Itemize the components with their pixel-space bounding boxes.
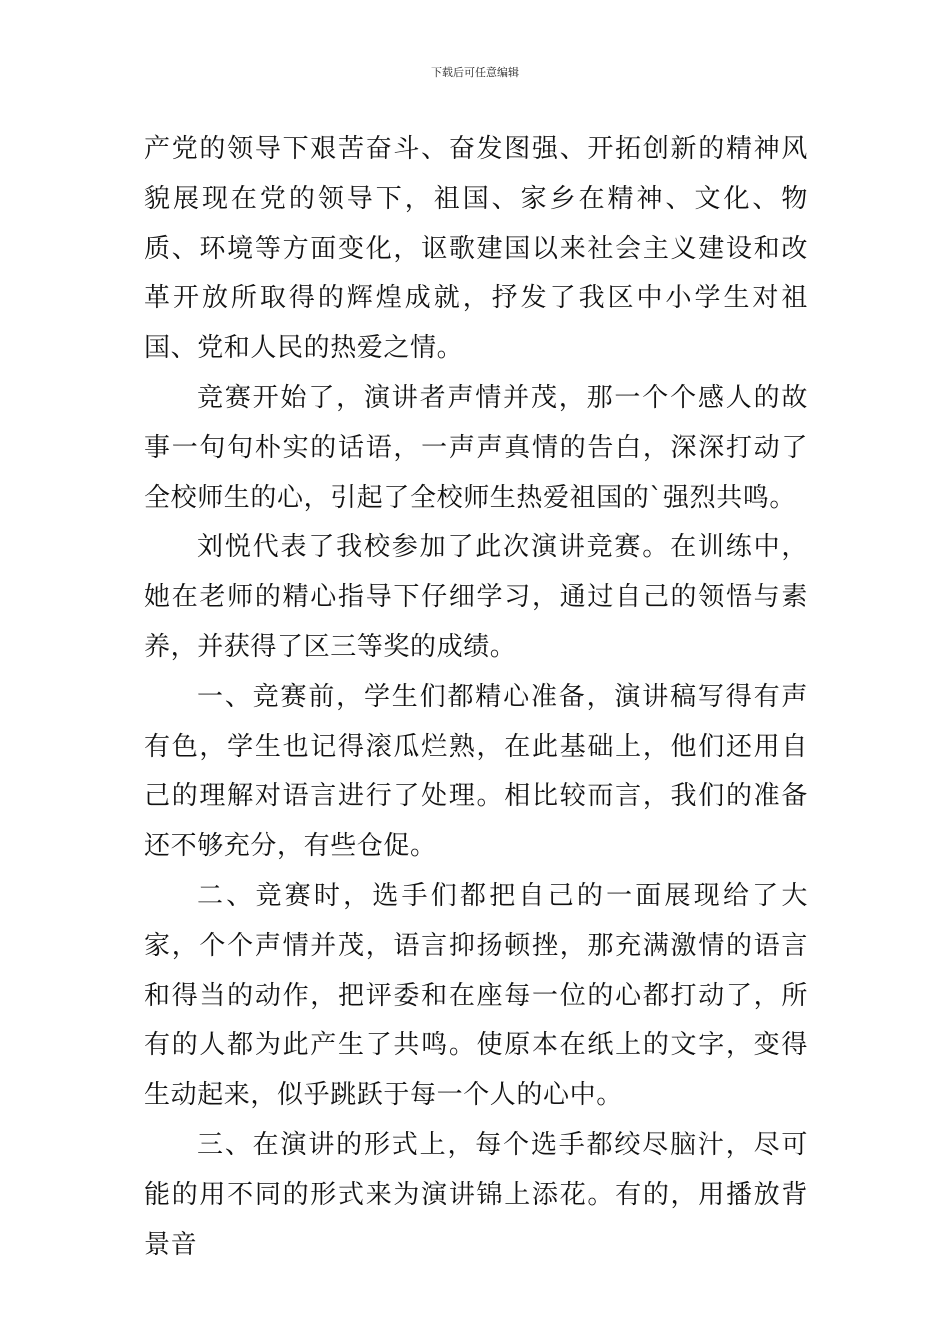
document-body — [144, 125, 808, 1270]
paragraph-5: 二、竞赛时，选手们都把自己的一面展现给了大家，个个声情并茂，语言抑扬顿挫，那充满激情的语言和得当的动作，把评委和在座每一位的心都打动了，所有的人都为此产生了共鸣。使原本在纸上的文字，变得生动起来，似乎跳跃于每一个人的心中。 — [144, 880, 808, 1111]
paragraph-4: 一、竞赛前，学生们都精心准备，演讲稿写得有声有色，学生也记得滚瓜烂熟，在此基础上，他们还用自己的理解对语言进行了处理。相比较而言，我们的准备还不够充分，有些仓促。 — [144, 681, 808, 862]
paragraph-1: 产党的领导下艰苦奋斗、奋发图强、开拓创新的精神风貌展现在党的领导下，祖国、家乡在精神、文化、物质、环境等方面变化，讴歌建国以来社会主义建设和改革开放所取得的辉煌成就，抒发了我区中小学生对祖国、党和人民的热爱之情。 — [144, 134, 808, 364]
page-header-note: 下载后可任意编辑 — [431, 66, 519, 79]
paragraph-2: 竞赛开始了，演讲者声情并茂，那一个个感人的故事一句句朴实的话语，一声声真情的告白，深深打动了全校师生的心，引起了全校师生热爱祖国的`强烈共鸣。 — [144, 382, 808, 513]
paragraph-6: 三、在演讲的形式上，每个选手都绞尽脑汁，尽可能的用不同的形式来为演讲锦上添花。有的，用播放背景音 — [144, 1129, 808, 1260]
paragraph-3: 刘悦代表了我校参加了此次演讲竞赛。在训练中，她在老师的精心指导下仔细学习，通过自己的领悟与素养，并获得了区三等奖的成绩。 — [144, 532, 808, 662]
